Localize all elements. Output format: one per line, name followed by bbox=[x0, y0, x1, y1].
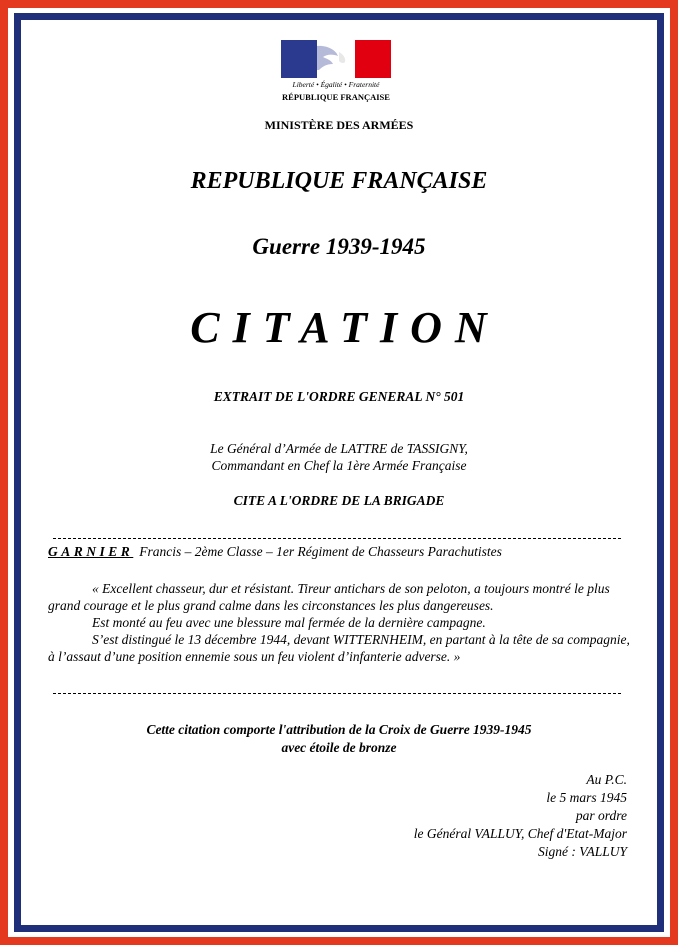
cite-order: CITE A L'ORDRE DE LA BRIGADE bbox=[233, 493, 445, 508]
general-line-1: Le Général d’Armée de LATTRE de TASSIGNY, bbox=[210, 441, 468, 456]
dashed-divider-bottom bbox=[53, 693, 621, 694]
republique-francaise-logo bbox=[281, 40, 391, 128]
ministry-name: MINISTÈRE DES ARMÉES bbox=[264, 118, 414, 132]
logo-republique-francaise: RÉPUBLIQUE FRANÇAISE bbox=[282, 92, 390, 102]
signature-block bbox=[414, 771, 627, 861]
attribution-block bbox=[21, 721, 657, 757]
attribution-line-2: avec étoile de bronze bbox=[281, 740, 397, 755]
marianne-flag-icon bbox=[281, 40, 391, 78]
war-heading: Guerre 1939-1945 bbox=[252, 234, 426, 259]
general-line-2: Commandant en Chef la 1ère Armée Française bbox=[211, 458, 467, 473]
soldier-details: Francis – 2ème Classe – 1er Régiment de Chasseurs Parachutistes bbox=[139, 544, 502, 559]
signature-officer: le Général VALLUY, Chef d'Etat-Major bbox=[413, 826, 627, 841]
signature-signed: Signé : VALLUY bbox=[537, 844, 627, 859]
citation-paragraph-1: « Excellent chasseur, dur et résistant. Tireur antichars de son peloton, a toujours montré le plus grand courage et le plus grand calme dans les circonstances les plus dangereuses. bbox=[48, 581, 610, 613]
signature-date: le 5 mars 1945 bbox=[546, 790, 627, 805]
logo-motto: Liberté • Égalité • Fraternité bbox=[292, 80, 380, 89]
soldier-surname: GARNIER bbox=[48, 544, 134, 559]
signature-place: Au P.C. bbox=[586, 772, 627, 787]
soldier-line bbox=[48, 544, 502, 560]
republic-heading: REPUBLIQUE FRANÇAISE bbox=[190, 168, 488, 194]
attribution-line-1: Cette citation comporte l'attribution de la Croix de Guerre 1939-1945 bbox=[146, 722, 532, 737]
dashed-divider-top bbox=[53, 538, 621, 539]
order-extract: EXTRAIT DE L'ORDRE GENERAL N° 501 bbox=[213, 389, 465, 404]
signature-order: par ordre bbox=[575, 808, 627, 823]
citation-document bbox=[21, 20, 657, 925]
citation-title: CITATION bbox=[190, 303, 500, 352]
citation-paragraph-2: Est monté au feu avec une blessure mal fermée de la dernière campagne. bbox=[92, 615, 486, 630]
citation-paragraph-3: S’est distingué le 13 décembre 1944, devant WITTERNHEIM, en partant à la tête de sa compagnie, à l’assaut d’une position ennemie sous un feu violent d’infanterie adverse. » bbox=[48, 632, 630, 664]
general-block bbox=[21, 440, 657, 474]
